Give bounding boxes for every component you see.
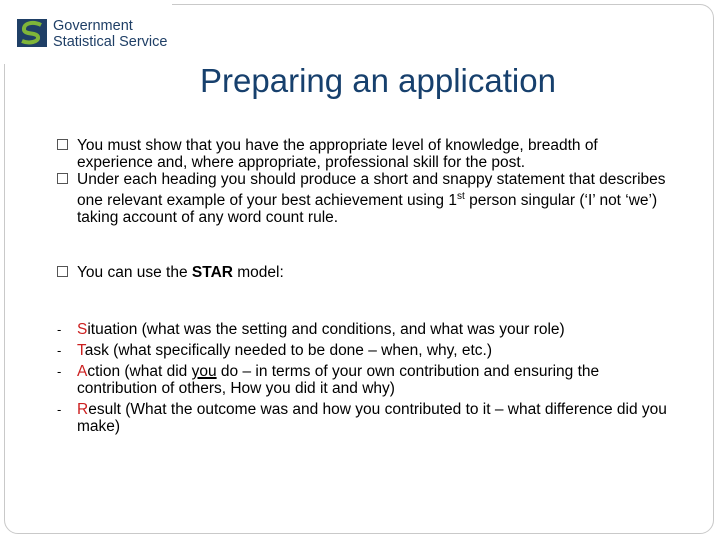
- star-item-result: [57, 401, 677, 435]
- bullet-text-cont: model:: [232, 264, 284, 282]
- underlined-word: you: [191, 363, 217, 380]
- star-text-cont: do – in terms of your own contribution and ensuring the contribution of others, How you did it and why): [77, 363, 600, 397]
- checkbox-bullet-icon: [57, 266, 68, 277]
- star-text: ask (what specifically needed to be done – when, why, etc.): [84, 342, 492, 359]
- bullet-item: [57, 137, 677, 171]
- dash-bullet: -: [57, 322, 62, 337]
- checkbox-bullet-icon: [57, 173, 68, 184]
- star-letter: S: [77, 321, 88, 338]
- bullet-item: [57, 171, 677, 226]
- ordinal-suffix: st: [456, 191, 465, 202]
- star-letter: A: [77, 363, 88, 380]
- star-text: ction (what did: [87, 363, 192, 380]
- checkbox-bullet-icon: [57, 139, 68, 150]
- star-keyword: STAR: [191, 264, 233, 282]
- logo-line-1: Government: [53, 18, 133, 34]
- star-letter: R: [77, 401, 89, 418]
- gss-logo-icon: [17, 19, 47, 47]
- bullet-list: [57, 137, 677, 281]
- bullet-text: You must show that you have the appropriate level of knowledge, breadth of experience and, where appropriate, professional skill for the post.: [77, 137, 598, 171]
- dash-bullet: -: [57, 343, 62, 358]
- bullet-text: Under each heading you should produce a short and snappy statement that describes one relevant example of your best achievement using 1: [77, 171, 666, 210]
- star-letter: T: [77, 342, 85, 359]
- bullet-text-cont: person singular (‘I’ not ‘we’) taking account of any word count rule.: [77, 192, 658, 227]
- dash-bullet: -: [57, 402, 62, 417]
- dash-bullet: -: [57, 364, 62, 379]
- gss-logo: [0, 0, 172, 64]
- bullet-text: You can use the: [77, 264, 192, 282]
- star-item-situation: [57, 321, 677, 338]
- logo-line-2: Statistical Service: [53, 34, 168, 50]
- star-list: [57, 321, 677, 439]
- slide-title: Preparing an application: [200, 62, 556, 99]
- bullet-item: [57, 264, 677, 281]
- star-text: ituation (what was the setting and conditions, and what was your role): [87, 321, 565, 338]
- star-item-task: [57, 342, 677, 359]
- star-item-action: [57, 363, 677, 397]
- star-text: esult (What the outcome was and how you contributed to it – what difference did you make): [77, 401, 667, 435]
